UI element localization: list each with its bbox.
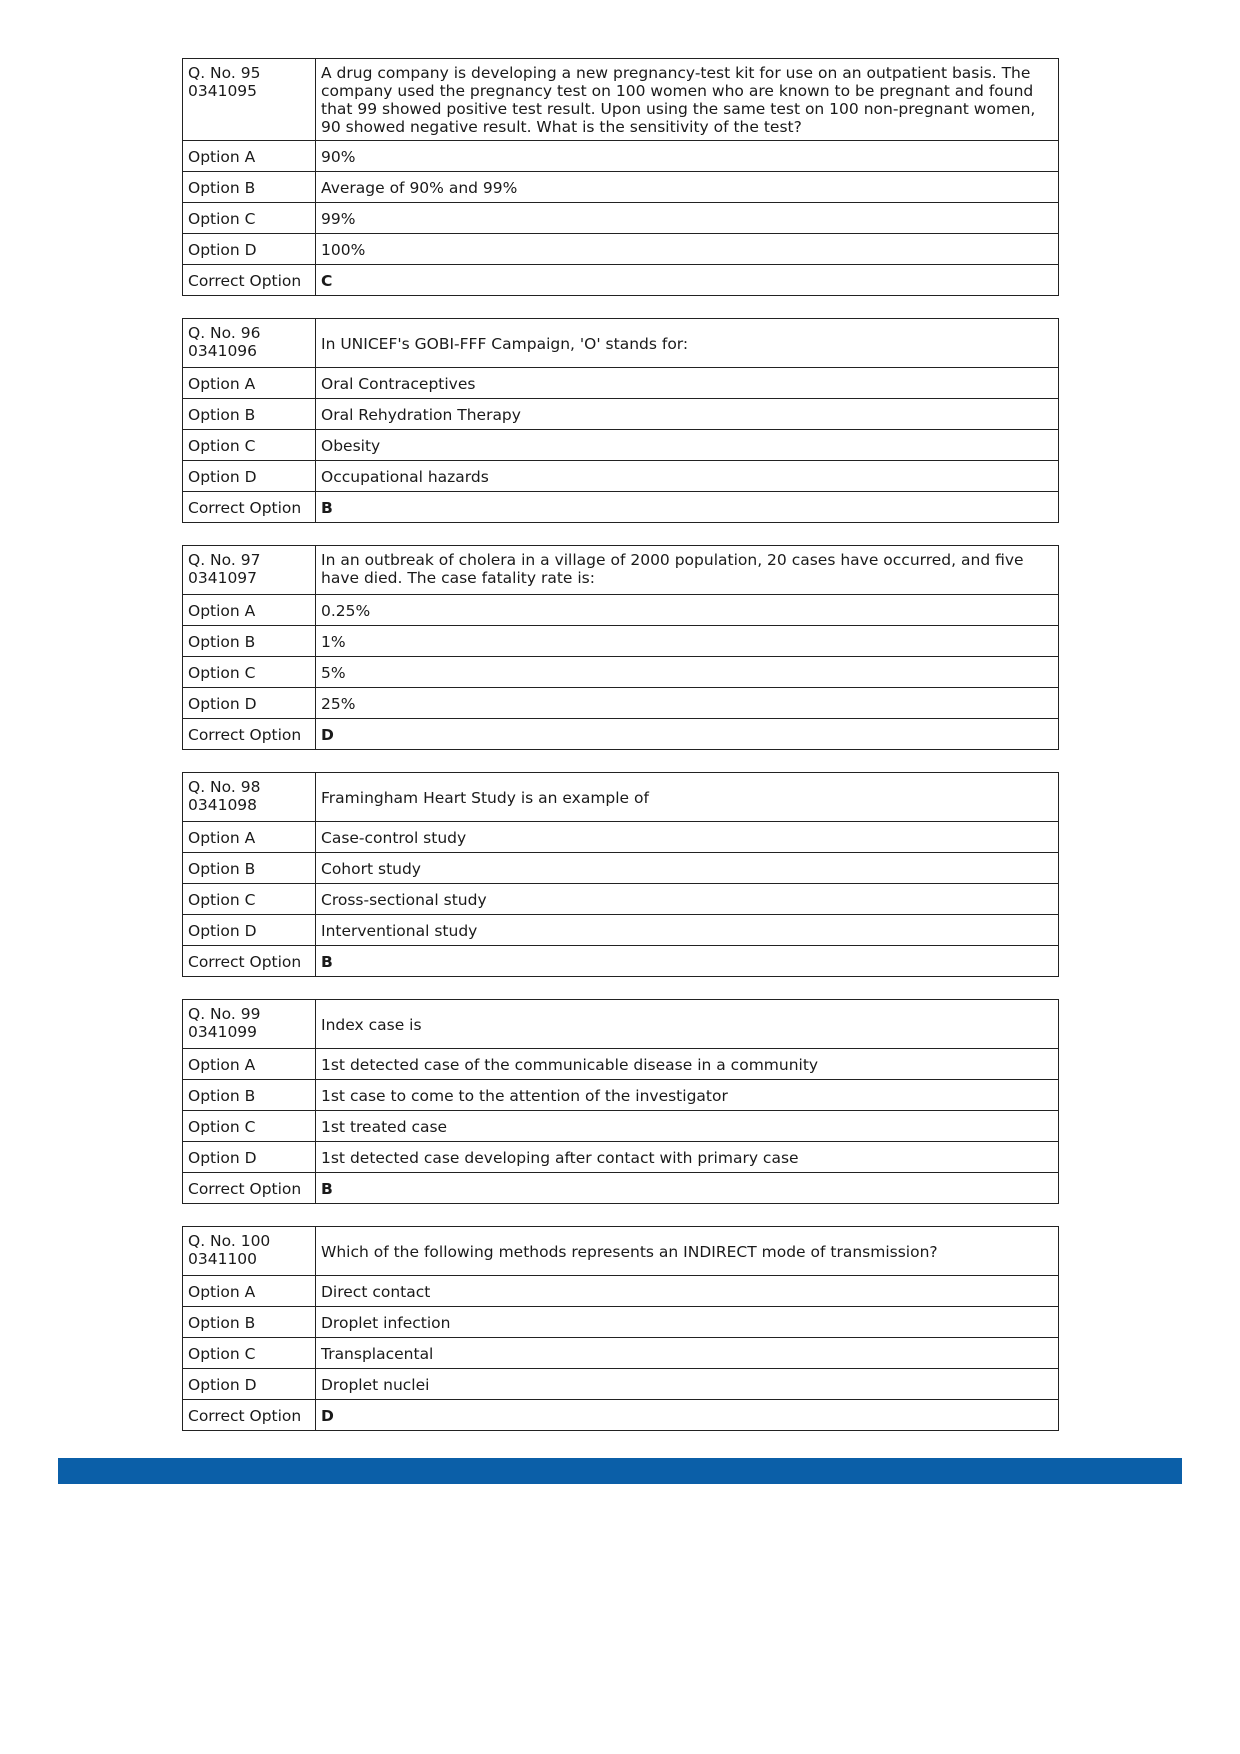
option-label: Option C bbox=[183, 203, 316, 234]
option-row-b bbox=[183, 172, 1059, 203]
option-text: 99% bbox=[316, 203, 1059, 234]
correct-option-label: Correct Option bbox=[183, 719, 316, 750]
correct-option-row bbox=[183, 1173, 1059, 1204]
option-label: Option B bbox=[183, 1307, 316, 1338]
question-number: Q. No. 95 bbox=[188, 64, 261, 82]
question-number-cell bbox=[183, 546, 316, 595]
option-row-b bbox=[183, 399, 1059, 430]
option-text: Average of 90% and 99% bbox=[316, 172, 1059, 203]
option-text: Oral Rehydration Therapy bbox=[316, 399, 1059, 430]
question-header-row bbox=[183, 1000, 1059, 1049]
question-stem: Framingham Heart Study is an example of bbox=[316, 773, 1059, 822]
option-text: 1st detected case of the communicable disease in a community bbox=[316, 1049, 1059, 1080]
question-table-99 bbox=[182, 999, 1059, 1204]
option-label: Option C bbox=[183, 430, 316, 461]
option-label: Option C bbox=[183, 1111, 316, 1142]
option-label: Option D bbox=[183, 1369, 316, 1400]
option-label: Option B bbox=[183, 853, 316, 884]
question-number-cell bbox=[183, 59, 316, 141]
option-row-d bbox=[183, 234, 1059, 265]
option-label: Option D bbox=[183, 234, 316, 265]
option-label: Option A bbox=[183, 1049, 316, 1080]
option-row-a bbox=[183, 141, 1059, 172]
question-number-cell bbox=[183, 1000, 316, 1049]
option-row-d bbox=[183, 688, 1059, 719]
option-text: Cross-sectional study bbox=[316, 884, 1059, 915]
option-row-d bbox=[183, 915, 1059, 946]
question-table-95 bbox=[182, 58, 1059, 296]
option-text: Droplet infection bbox=[316, 1307, 1059, 1338]
option-text: 90% bbox=[316, 141, 1059, 172]
correct-option-label: Correct Option bbox=[183, 1173, 316, 1204]
option-row-c bbox=[183, 1338, 1059, 1369]
question-number: Q. No. 96 bbox=[188, 324, 261, 342]
option-text: Interventional study bbox=[316, 915, 1059, 946]
question-code: 0341098 bbox=[188, 796, 258, 814]
option-row-d bbox=[183, 1142, 1059, 1173]
option-row-d bbox=[183, 1369, 1059, 1400]
correct-option-value: B bbox=[316, 946, 1059, 977]
question-code: 0341100 bbox=[188, 1250, 258, 1268]
option-text: 1st treated case bbox=[316, 1111, 1059, 1142]
correct-option-row bbox=[183, 946, 1059, 977]
option-label: Option C bbox=[183, 884, 316, 915]
option-text: Direct contact bbox=[316, 1276, 1059, 1307]
option-row-c bbox=[183, 430, 1059, 461]
correct-option-value: B bbox=[316, 492, 1059, 523]
question-code: 0341097 bbox=[188, 569, 258, 587]
option-row-a bbox=[183, 1276, 1059, 1307]
option-text: 1% bbox=[316, 626, 1059, 657]
option-row-b bbox=[183, 626, 1059, 657]
correct-option-label: Correct Option bbox=[183, 946, 316, 977]
correct-option-label: Correct Option bbox=[183, 265, 316, 296]
question-header-row bbox=[183, 319, 1059, 368]
option-label: Option C bbox=[183, 657, 316, 688]
correct-option-row bbox=[183, 492, 1059, 523]
option-label: Option D bbox=[183, 1142, 316, 1173]
option-row-c bbox=[183, 657, 1059, 688]
option-row-c bbox=[183, 203, 1059, 234]
option-row-b bbox=[183, 1307, 1059, 1338]
question-table-97 bbox=[182, 545, 1059, 750]
question-header-row bbox=[183, 59, 1059, 141]
option-text: 25% bbox=[316, 688, 1059, 719]
question-stem: In an outbreak of cholera in a village of 2000 population, 20 cases have occurred, and five have died. The case fatality rate is: bbox=[316, 546, 1059, 595]
question-table-98 bbox=[182, 772, 1059, 977]
option-text: Oral Contraceptives bbox=[316, 368, 1059, 399]
correct-option-label: Correct Option bbox=[183, 492, 316, 523]
option-row-c bbox=[183, 1111, 1059, 1142]
question-table-100 bbox=[182, 1226, 1059, 1431]
option-text: 0.25% bbox=[316, 595, 1059, 626]
option-label: Option B bbox=[183, 172, 316, 203]
question-code: 0341095 bbox=[188, 82, 258, 100]
option-row-a bbox=[183, 595, 1059, 626]
question-list bbox=[182, 58, 1059, 1453]
question-stem: Which of the following methods represents an INDIRECT mode of transmission? bbox=[316, 1227, 1059, 1276]
option-text: 1st detected case developing after contact with primary case bbox=[316, 1142, 1059, 1173]
question-number-cell bbox=[183, 1227, 316, 1276]
correct-option-value: D bbox=[316, 1400, 1059, 1431]
option-row-d bbox=[183, 461, 1059, 492]
option-label: Option D bbox=[183, 688, 316, 719]
option-label: Option D bbox=[183, 461, 316, 492]
question-table-96 bbox=[182, 318, 1059, 523]
option-label: Option A bbox=[183, 595, 316, 626]
question-header-row bbox=[183, 773, 1059, 822]
option-label: Option A bbox=[183, 1276, 316, 1307]
question-code: 0341099 bbox=[188, 1023, 258, 1041]
question-number: Q. No. 99 bbox=[188, 1005, 261, 1023]
question-stem: In UNICEF's GOBI-FFF Campaign, 'O' stands for: bbox=[316, 319, 1059, 368]
option-row-b bbox=[183, 853, 1059, 884]
question-stem: A drug company is developing a new pregnancy-test kit for use on an outpatient basis. The company used the pregnancy test on 100 women who are known to be pregnant and found that 99 showed positive test result. Upon using the same test on 100 non-pregnant women, 90 showed negative result. What is the sensitivity of the test? bbox=[316, 59, 1059, 141]
correct-option-value: B bbox=[316, 1173, 1059, 1204]
question-number: Q. No. 97 bbox=[188, 551, 261, 569]
option-text: Droplet nuclei bbox=[316, 1369, 1059, 1400]
option-label: Option C bbox=[183, 1338, 316, 1369]
option-label: Option B bbox=[183, 399, 316, 430]
option-row-a bbox=[183, 822, 1059, 853]
correct-option-value: C bbox=[316, 265, 1059, 296]
correct-option-row bbox=[183, 1400, 1059, 1431]
question-header-row bbox=[183, 1227, 1059, 1276]
option-text: Case-control study bbox=[316, 822, 1059, 853]
option-label: Option D bbox=[183, 915, 316, 946]
option-row-a bbox=[183, 1049, 1059, 1080]
option-row-a bbox=[183, 368, 1059, 399]
correct-option-row bbox=[183, 265, 1059, 296]
question-number: Q. No. 98 bbox=[188, 778, 261, 796]
question-stem: Index case is bbox=[316, 1000, 1059, 1049]
question-number-cell bbox=[183, 773, 316, 822]
option-text: Transplacental bbox=[316, 1338, 1059, 1369]
option-label: Option B bbox=[183, 626, 316, 657]
footer-bar bbox=[58, 1458, 1182, 1484]
question-code: 0341096 bbox=[188, 342, 258, 360]
question-header-row bbox=[183, 546, 1059, 595]
correct-option-value: D bbox=[316, 719, 1059, 750]
option-text: Occupational hazards bbox=[316, 461, 1059, 492]
option-text: 1st case to come to the attention of the investigator bbox=[316, 1080, 1059, 1111]
option-label: Option B bbox=[183, 1080, 316, 1111]
correct-option-row bbox=[183, 719, 1059, 750]
option-text: Obesity bbox=[316, 430, 1059, 461]
correct-option-label: Correct Option bbox=[183, 1400, 316, 1431]
option-text: Cohort study bbox=[316, 853, 1059, 884]
option-label: Option A bbox=[183, 822, 316, 853]
option-text: 100% bbox=[316, 234, 1059, 265]
option-row-c bbox=[183, 884, 1059, 915]
question-number: Q. No. 100 bbox=[188, 1232, 271, 1250]
option-label: Option A bbox=[183, 368, 316, 399]
option-row-b bbox=[183, 1080, 1059, 1111]
question-number-cell bbox=[183, 319, 316, 368]
option-label: Option A bbox=[183, 141, 316, 172]
option-text: 5% bbox=[316, 657, 1059, 688]
